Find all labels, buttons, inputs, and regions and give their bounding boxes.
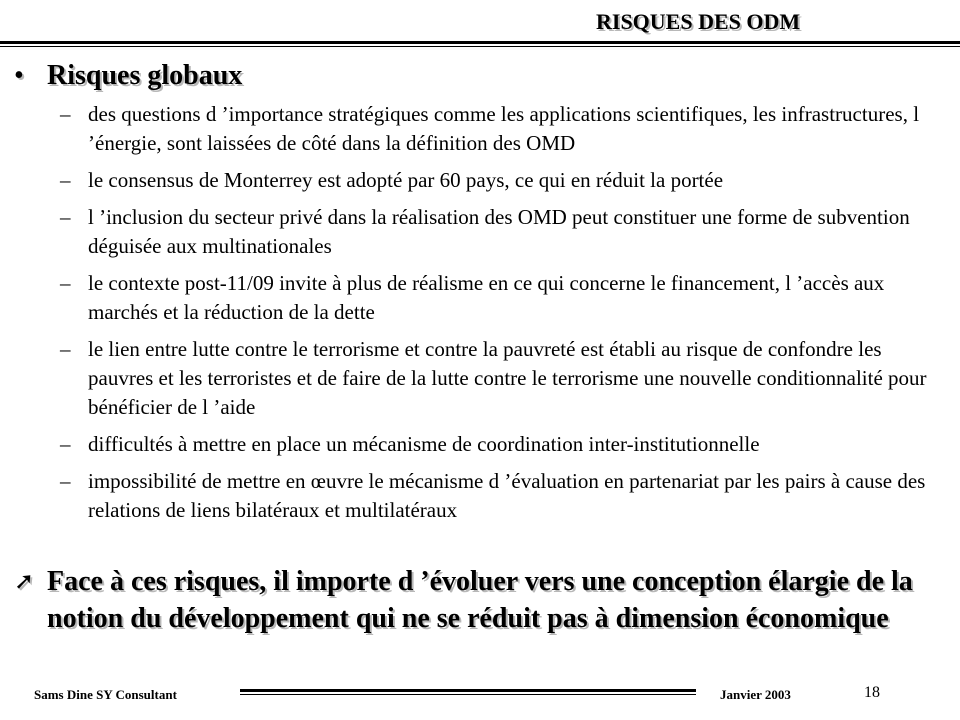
bullet-dot: • — [14, 60, 24, 91]
list-item — [60, 100, 950, 158]
risk-list — [60, 100, 950, 533]
dash-marker: – — [60, 271, 71, 295]
conclusion-text: Face à ces risques, il importe d ’évoluer vers une conception élargie de la notion du développement qui ne se réduit pas à dimension économique — [47, 566, 913, 634]
list-item — [60, 467, 950, 525]
list-item-text: le lien entre lutte contre le terrorisme et contre la pauvreté est établi au risque de confondre les pauvres et les terroristes et de faire de la lutte contre le terrorisme une nouvelle conditionnalité pour bénéficier de l ’aide — [88, 337, 927, 419]
list-item-text: des questions d ’importance stratégiques comme les applications scientifiques, les infrastructures, l ’énergie, sont laissées de côté dans la définition des OMD — [88, 102, 920, 155]
section-heading: Risques globaux — [47, 60, 243, 91]
footer-author: Sams Dine SY Consultant — [34, 687, 177, 702]
list-item — [60, 335, 950, 422]
list-item — [60, 430, 950, 459]
dash-marker: – — [60, 337, 71, 361]
dash-marker: – — [60, 469, 71, 493]
list-item-text: difficultés à mettre en place un mécanisme de coordination inter-institutionnelle — [88, 432, 760, 456]
dash-marker: – — [60, 205, 71, 229]
footer-date: Janvier 2003 — [720, 687, 791, 702]
dash-marker: – — [60, 432, 71, 456]
slide-title: RISQUES DES ODM — [596, 9, 801, 34]
list-item-text: le contexte post-11/09 invite à plus de réalisme en ce qui concerne le financement, l ’accès aux marchés et la réduction de la dette — [88, 271, 885, 324]
title-rule-thin — [0, 46, 960, 47]
list-item-text: impossibilité de mettre en œuvre le mécanisme d ’évaluation en partenariat par les pairs à cause des relations de liens bilatéraux et multilatéraux — [88, 469, 926, 522]
page-number: 18 — [864, 684, 880, 701]
footer-rule — [240, 689, 696, 692]
list-item-text: le consensus de Monterrey est adopté par 60 pays, ce qui en réduit la portée — [88, 168, 724, 192]
main-bullet — [14, 60, 242, 92]
list-item — [60, 269, 950, 327]
list-item — [60, 203, 950, 261]
dash-marker: – — [60, 102, 71, 126]
arrow-icon: ➚ — [14, 567, 35, 595]
list-item-text: l ’inclusion du secteur privé dans la réalisation des OMD peut constituer une forme de subvention déguisée aux multinationales — [88, 205, 910, 258]
title-rule — [0, 41, 960, 44]
dash-marker: – — [60, 168, 71, 192]
footer-rule-thin — [240, 694, 696, 695]
conclusion — [14, 563, 914, 637]
list-item — [60, 166, 950, 195]
